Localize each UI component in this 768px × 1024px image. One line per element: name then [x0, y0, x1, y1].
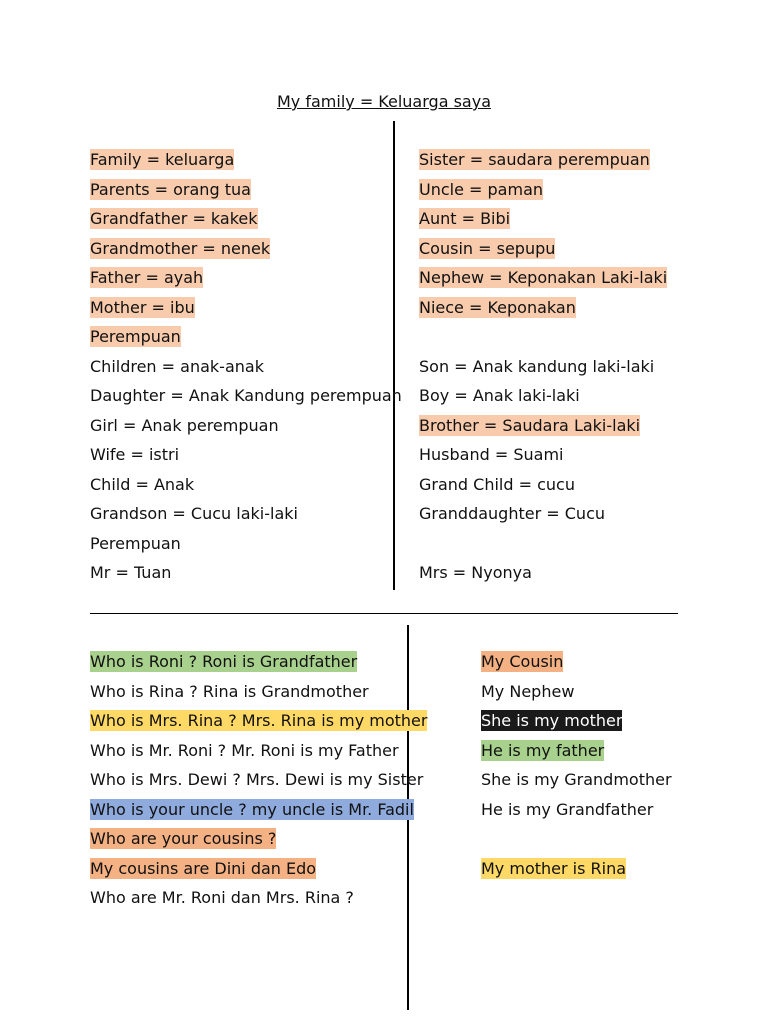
- answer-line: [481, 741, 672, 771]
- vocab-text: Niece = Keponakan: [419, 297, 576, 317]
- question-text: Who is Mr. Roni ? Mr. Roni is my Father: [90, 740, 399, 760]
- vocab-line: [419, 209, 667, 239]
- vocab-text: Grand Child = cucu: [419, 474, 575, 494]
- vocab-line: [419, 268, 667, 298]
- vocab-text: Granddaughter = Cucu: [419, 504, 605, 523]
- question-text: Who is Roni ? Roni is Grandfather: [90, 652, 358, 671]
- vocab-text: Boy = Anak laki-laki: [419, 386, 580, 405]
- vocab-left-column: [90, 150, 402, 593]
- vocab-line: [90, 298, 402, 328]
- vocab-line: [90, 416, 402, 446]
- vocab-text: Mother = ibu: [90, 297, 195, 317]
- vocab-line: [419, 416, 667, 446]
- vocab-line: [419, 180, 667, 210]
- vocab-text: Perempuan: [90, 327, 181, 346]
- question-line: [90, 829, 427, 859]
- vocab-text: Mrs = Nyonya: [419, 563, 532, 582]
- vocab-text: Uncle = paman: [419, 179, 544, 199]
- vocab-line: [90, 150, 402, 180]
- vocab-line: [90, 180, 402, 210]
- vocab-line: [90, 386, 402, 416]
- answer-text: My Nephew: [481, 681, 575, 701]
- answer-line: [481, 652, 672, 682]
- vocab-right-column: [419, 150, 667, 593]
- answer-text: She is my Grandmother: [481, 770, 672, 789]
- vocab-text: Nephew = Keponakan Laki-laki: [419, 268, 668, 287]
- vocab-line: [90, 534, 402, 564]
- vocab-text: Parents = orang tua: [90, 179, 251, 199]
- question-text: Who are your cousins ?: [90, 829, 277, 848]
- vocab-line: [90, 268, 402, 298]
- vocab-line: [419, 239, 667, 269]
- vocab-line: [419, 327, 667, 357]
- vocab-line: [90, 357, 402, 387]
- vocab-text: Perempuan: [90, 533, 181, 553]
- vocab-text: Child = Anak: [90, 474, 195, 494]
- vocab-text: Cousin = sepupu: [419, 238, 556, 258]
- answer-line: [481, 800, 672, 830]
- question-line: [90, 682, 427, 712]
- vocab-text: Aunt = Bibi: [419, 209, 511, 228]
- question-text: Who are Mr. Roni dan Mrs. Rina ?: [90, 888, 354, 907]
- question-line: [90, 859, 427, 889]
- vocab-text: Sister = saudara perempuan: [419, 150, 650, 169]
- question-text: Who is Mrs. Rina ? Mrs. Rina is my mother: [90, 711, 428, 730]
- vocab-line: [90, 563, 402, 593]
- vocab-text: Brother = Saudara Laki-laki: [419, 415, 641, 435]
- question-text: Who is Rina ? Rina is Grandmother: [90, 681, 369, 701]
- vocab-text: Husband = Suami: [419, 445, 564, 464]
- vocab-text: Father = ayah: [90, 268, 204, 287]
- answer-text: He is my father: [481, 740, 605, 760]
- vocab-line: [419, 357, 667, 387]
- vocab-text: Grandson = Cucu laki-laki: [90, 504, 298, 523]
- vocab-line: [90, 327, 402, 357]
- vocab-line: [419, 150, 667, 180]
- vocab-text: Grandmother = nenek: [90, 238, 271, 258]
- vocab-text: Daughter = Anak Kandung perempuan: [90, 386, 402, 405]
- question-line: [90, 652, 427, 682]
- question-text: Who is your uncle ? my uncle is Mr. Fadil: [90, 799, 414, 819]
- answers-column: [481, 652, 672, 888]
- questions-column: [90, 652, 427, 918]
- vocab-line: [419, 386, 667, 416]
- vocab-line: [90, 504, 402, 534]
- vocab-line: [419, 534, 667, 564]
- answer-line: [481, 859, 672, 889]
- question-line: [90, 711, 427, 741]
- answer-text: My Cousin: [481, 652, 564, 671]
- vocab-line: [419, 475, 667, 505]
- vocab-line: [90, 475, 402, 505]
- page-title: My family = Keluarga saya: [276, 92, 491, 111]
- vocab-text: Children = anak-anak: [90, 356, 264, 376]
- answer-line: [481, 770, 672, 800]
- question-line: [90, 770, 427, 800]
- vocab-line: [90, 209, 402, 239]
- horizontal-divider: [90, 613, 678, 614]
- vocab-line: [419, 504, 667, 534]
- question-line: [90, 888, 427, 918]
- answer-text: She is my mother: [481, 711, 623, 730]
- vocab-text: Wife = istri: [90, 445, 180, 464]
- answer-line: [481, 682, 672, 712]
- answer-text: He is my Grandfather: [481, 799, 654, 819]
- vocab-line: [419, 298, 667, 328]
- vocab-text: Mr = Tuan: [90, 563, 172, 582]
- answer-line: [481, 711, 672, 741]
- question-line: [90, 800, 427, 830]
- question-text: My cousins are Dini dan Edo: [90, 858, 317, 878]
- vocab-line: [419, 563, 667, 593]
- vocab-text: Grandfather = kakek: [90, 209, 258, 228]
- answer-line: [481, 829, 672, 859]
- vocab-line: [419, 445, 667, 475]
- question-line: [90, 741, 427, 771]
- vocab-text: Girl = Anak perempuan: [90, 415, 279, 435]
- question-text: Who is Mrs. Dewi ? Mrs. Dewi is my Sister: [90, 770, 424, 789]
- vocab-text: Son = Anak kandung laki-laki: [419, 356, 655, 376]
- vocab-line: [90, 239, 402, 269]
- vocab-text: Family = keluarga: [90, 150, 235, 169]
- vocab-line: [90, 445, 402, 475]
- answer-text: My mother is Rina: [481, 858, 627, 878]
